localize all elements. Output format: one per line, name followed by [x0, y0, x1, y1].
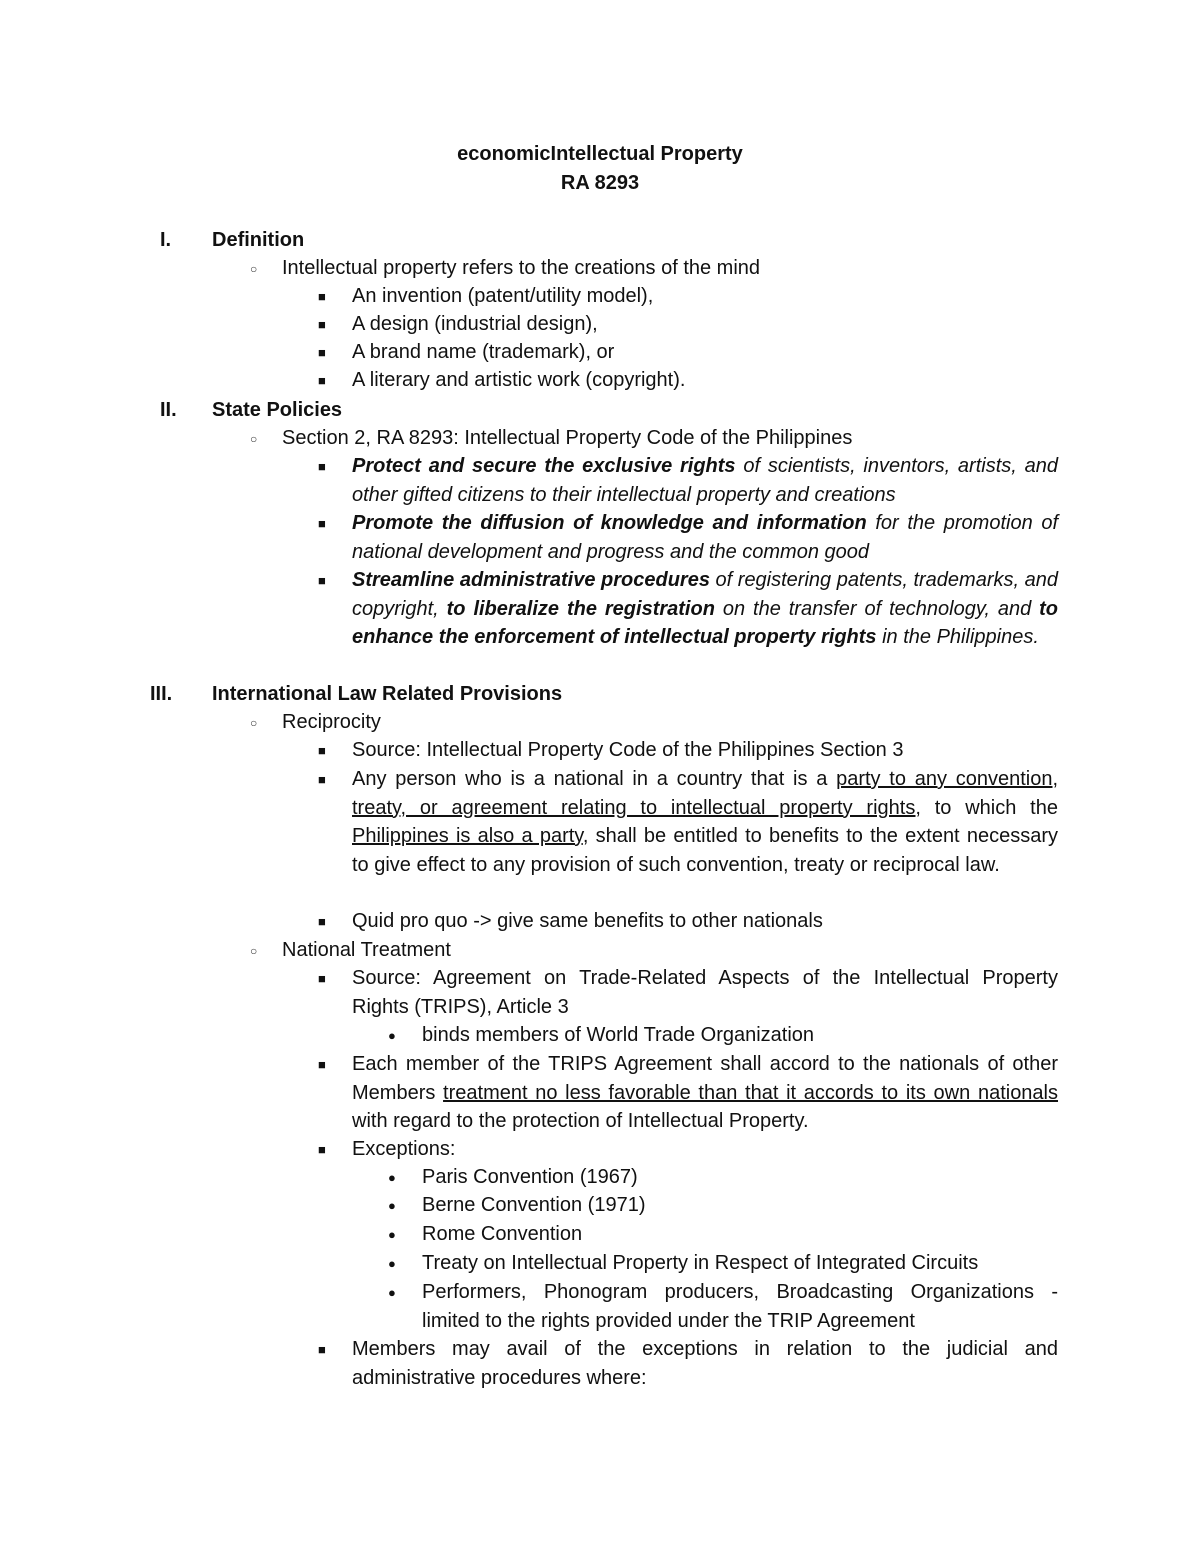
paragraph-text: to which the [920, 796, 1058, 819]
list-item: An invention (patent/utility model), [352, 285, 654, 307]
list-item: Paris Convention (1967) [422, 1166, 638, 1188]
square-bullet-icon: ■ [318, 971, 326, 986]
square-bullet-icon: ■ [318, 345, 326, 360]
list-item: Source: Intellectual Property Code of the Philippines Section 3 [352, 739, 904, 761]
list-item: National Treatment [282, 939, 451, 961]
policy-paragraph [352, 452, 1058, 509]
square-bullet-icon: ■ [318, 772, 326, 787]
filled-circle-bullet-icon: ● [388, 1227, 396, 1242]
section-numeral: I. [160, 229, 172, 251]
national-treatment-paragraph [352, 1050, 1058, 1136]
paragraph-text: with regard to the protection of Intellectual Property. [352, 1110, 809, 1132]
list-item: A brand name (trademark), or [352, 341, 615, 363]
list-item: Reciprocity [282, 711, 381, 733]
underlined-text: treatment no less favorable than that it accords to its own nationals [443, 1081, 1059, 1104]
square-bullet-icon: ■ [318, 1342, 326, 1357]
document-subtitle: RA 8293 [560, 172, 640, 194]
filled-circle-bullet-icon: ● [388, 1028, 396, 1043]
underlined-text: Philippines is also a party [352, 825, 583, 847]
policy-emphasis: Protect and secure the exclusive rights [352, 455, 736, 477]
list-item: Intellectual property refers to the creations of the mind [282, 257, 761, 279]
policy-text: of scientists, inventors, artists, and other gifted citizens to their intellectual property and creations [352, 455, 1058, 506]
paragraph-text: Each member of the TRIPS Agreement shall accord to the nationals of other Members [352, 1053, 1058, 1104]
list-item: A design (industrial design), [352, 313, 598, 335]
filled-circle-bullet-icon: ● [388, 1170, 396, 1185]
square-bullet-icon: ■ [318, 317, 326, 332]
section-numeral: III. [150, 683, 173, 705]
hollow-circle-bullet-icon: ○ [250, 944, 258, 958]
policy-text: for the promotion of national development and progress and the common good [352, 512, 1058, 563]
policy-emphasis: Streamline administrative procedures [352, 569, 710, 591]
paragraph-text: , shall be entitled to benefits to the extent necessary to give effect to any provision of such convention, treaty or reciprocal law. [352, 825, 1058, 876]
policy-emphasis: to enhance the enforcement of intellectual property rights [352, 597, 1059, 648]
section-heading: International Law Related Provisions [212, 683, 563, 705]
list-item: A literary and artistic work (copyright). [352, 369, 686, 391]
square-bullet-icon: ■ [318, 373, 326, 388]
policy-text: in the Philippines. [876, 626, 1039, 648]
paragraph-text: Any person who is a national in a country that is a [352, 768, 837, 790]
list-item: Rome Convention [422, 1223, 583, 1245]
square-bullet-icon: ■ [318, 914, 326, 929]
section-numeral: II. [160, 399, 177, 421]
policy-emphasis: to liberalize the registration [446, 597, 715, 620]
hollow-circle-bullet-icon: ○ [250, 432, 258, 446]
document-title: economicIntellectual Property [457, 143, 743, 165]
list-item: Exceptions: [352, 1138, 456, 1160]
filled-circle-bullet-icon: ● [388, 1256, 396, 1271]
square-bullet-icon: ■ [318, 743, 326, 758]
list-item: Section 2, RA 8293: Intellectual Property Code of the Philippines [282, 427, 853, 449]
underlined-text: party to any convention, treaty, or agreement relating to intellectual property rights, [352, 768, 1058, 819]
section-heading: State Policies [212, 399, 343, 421]
list-item: Quid pro quo -> give same benefits to other nationals [352, 910, 823, 932]
hollow-circle-bullet-icon: ○ [250, 716, 258, 730]
list-item: Source: Agreement on Trade-Related Aspects of the Intellectual Property Rights (TRIPS), Article 3 [352, 967, 1058, 1018]
square-bullet-icon: ■ [318, 289, 326, 304]
reciprocity-paragraph [352, 765, 1058, 879]
square-bullet-icon: ■ [318, 516, 326, 531]
policy-paragraph [352, 509, 1058, 566]
policy-text: on the transfer of technology, and [714, 597, 1040, 620]
list-item: Members may avail of the exceptions in relation to the judicial and administrative procedures where: [352, 1338, 1058, 1389]
square-bullet-icon: ■ [318, 459, 326, 474]
list-item: Berne Convention (1971) [422, 1194, 646, 1216]
policy-paragraph [352, 566, 1058, 652]
square-bullet-icon: ■ [318, 1142, 326, 1157]
list-item: Performers, Phonogram producers, Broadcasting Organizations - limited to the rights provided under the TRIP Agreement [422, 1281, 1058, 1332]
filled-circle-bullet-icon: ● [388, 1198, 396, 1213]
hollow-circle-bullet-icon: ○ [250, 262, 258, 276]
filled-circle-bullet-icon: ● [388, 1285, 396, 1300]
list-item: Treaty on Intellectual Property in Respect of Integrated Circuits [422, 1252, 979, 1274]
square-bullet-icon: ■ [318, 573, 326, 588]
section-heading: Definition [212, 229, 305, 251]
policy-text: of registering patents, trademarks, and copyright, [352, 569, 1058, 620]
square-bullet-icon: ■ [318, 1057, 326, 1072]
policy-emphasis: Promote the diffusion of knowledge and information [352, 512, 867, 534]
list-item: binds members of World Trade Organization [422, 1024, 815, 1046]
